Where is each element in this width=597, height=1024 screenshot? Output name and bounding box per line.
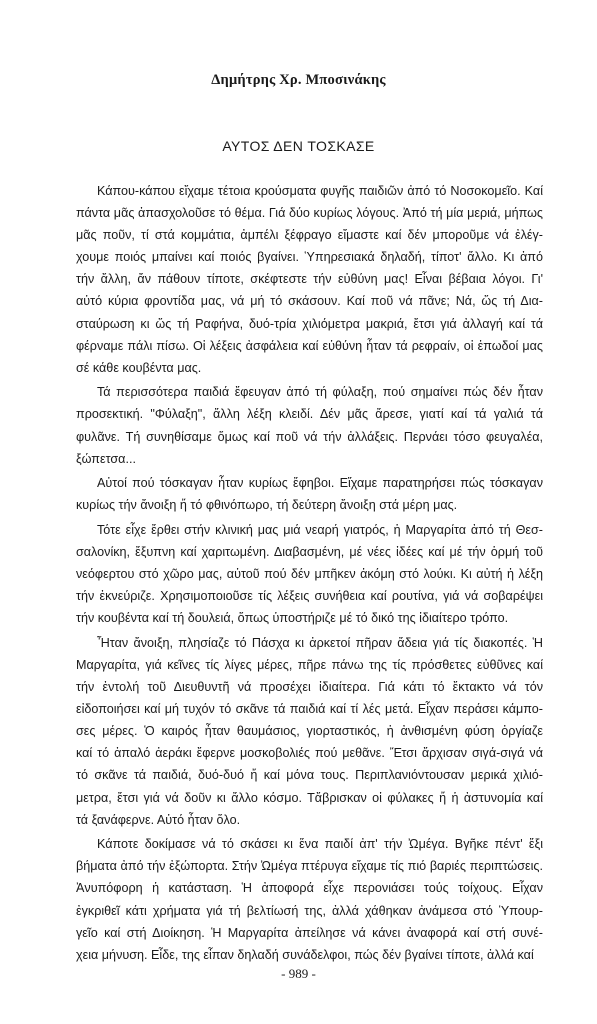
text-line: φέρναμε πάλι πίσω. Οἱ λέξεις ἀσφάλεια καί εὐθύνη ἦταν τά ρεφραίν, οἱ ἐπωδοί μας [76, 338, 543, 353]
paragraph [76, 381, 543, 469]
body-text [76, 180, 543, 968]
text-line: Ἀνυπόφορη ἡ κατάσταση. Ἡ ἀποφορά εἶχε περονιάσει τούς τοίχους. Εἶχαν [76, 881, 543, 896]
text-line: Κάποτε δοκίμασε νά τό σκάσει κι ἕνα παιδί ἀπ' τήν Ὠμέγα. Βγῆκε πέντ' ἔξι [97, 837, 543, 852]
text-line: προσεκτική. "Φύλαξη", ἄλλη λέξη κλειδί. Δέν μᾶς ἄρεσε, γιατί καί τά γαλιά τά [76, 407, 543, 422]
paragraph [76, 632, 543, 831]
text-line: Ἦταν ἄνοιξη, πλησίαζε τό Πάσχα κι ἀρκετοί πῆραν ἄδεια γιά τίς διακοπές. Ἡ [97, 635, 543, 650]
text-line: νεόφερτου στό χῶρο μας, αὐτοῦ πού δέν μπῆκεν ἀκόμη στό λούκι. Κι αὐτή ἡ λέξη [76, 567, 543, 582]
text-line: αὐτό κύρια φροντίδα μας, νά μή τό σκάσουν. Καί ποῦ νά πᾶνε; Νά, ὥς τή Δια- [76, 294, 543, 309]
text-line: τήν κουβέντα καί τή δουλειά, ὅπως ὑποστήριζε μέ τό δικό της ἰδιαίτερο τρόπο. [76, 611, 509, 626]
text-line: τήν ἐντολή τοῦ Διευθυντῆ νά προσέχει ἰδιαίτερα. Γιά κάτι τό ἔκτακτο νά τόν [76, 680, 543, 695]
text-line: σαλονίκη, ἔξυπνη καί χαριτωμένη. Διαβασμένη, μέ νέες ἰδέες καί μέ τήν ὁρμή τοῦ [76, 545, 543, 559]
paragraph [76, 180, 543, 379]
text-line: τά ξανάφερνε. Αὐτό ἦταν ὅλο. [76, 812, 241, 827]
text-line: χουμε ποιός μπαίνει καί ποιός βγαίνει. Ὑπηρεσιακά δηλαδή, τίποτ' ἄλλο. Κι ἀπό [76, 250, 543, 265]
text-line: βήματα ἀπό τήν ἐξώπορτα. Στήν Ὠμέγα πτέρυγα εἴχαμε τίς πιό βαριές περιπτώσεις. [76, 859, 543, 874]
text-line: εἰδοποιήσει καί μή τυχόν τό σκᾶνε τά παιδιά καί τί λές μετά. Εἶχαν περάσει κάμπο- [76, 702, 543, 717]
text-line: Τά περισσότερα παιδιά ἔφευγαν ἀπό τή φύλαξη, πού σημαίνει πώς δέν ἦταν [97, 385, 543, 400]
text-line: πάντα μᾶς ἀπασχολοῦσε τό θέμα. Γιά δύο κυρίως λόγους. Ἀπό τή μία μεριά, μήπως [76, 206, 543, 221]
text-line: σες μέρες. Ὁ καιρός ἦταν θαυμάσιος, γιορταστικός, ἡ ἀνθισμένη φύση ὀργίαζε [76, 724, 543, 739]
text-line: Κάπου-κάπου εἴχαμε τέτοια κρούσματα φυγῆς παιδιῶν ἀπό τό Νοσοκομεῖο. Καί [97, 184, 543, 198]
text-line: γεῖο καί στή Διοίκηση. Ἡ Μαργαρίτα ἀπείλησε νά κάνει ἀναφορά καί στή συνέ- [76, 925, 543, 940]
text-line: Μαργαρίτα, γιά κεῖνες τίς λίγες μέρες, πῆρε πάνω της τίς πρόσθετες εὐθῦνες καί [76, 657, 543, 672]
text-line: ἐγκριθεῖ κάτι χρήματα γιά τή βελτίωσή της, ἀλλά χάθηκαν ἀνάμεσα στό Ὑπουρ- [76, 903, 543, 918]
chapter-title: ΑΥΤΟΣ ΔΕΝ ΤΟΣΚΑΣΕ [222, 138, 375, 154]
page-number: - 989 - [281, 966, 316, 981]
paragraph [76, 833, 543, 966]
text-line: τό σκᾶνε τά παιδιά, δυό-δυό ἤ καί μόνα τους. Περιπλανιόντουσαν μερικά χιλιό- [76, 768, 543, 783]
text-line: σταύρωση κι ὥς τή Ραφήνα, δυό-τρία χιλιόμετρα μακριά, ἔτσι γιά ἀλλαγή καί τά [76, 316, 543, 331]
paragraph [76, 472, 543, 516]
text-line: φυλᾶνε. Τή συνηθίσαμε ὅμως καί ποῦ νά τήν ἀλλάξεις. Περνάει τόσο φευγαλέα, [76, 429, 543, 444]
text-line: τήν ἄλλη, ἄν πάθουν τίποτε, σκέφτεστε τήν εὐθύνη μας! Εἶναι βέβαια λόγοι. Γι' [76, 272, 543, 287]
paragraph [76, 519, 543, 629]
text-line: σέ κάθε κουβέντα μας. [76, 360, 202, 375]
text-line: ξώπετσα... [76, 451, 136, 466]
text-line: καί τό ἁπαλό ἀεράκι ἔφερνε μοσκοβολιές πού μεθᾶνε. Ἔτσι ἄρχισαν σιγά-σιγά νά [76, 746, 543, 761]
text-line: κυρίως τήν ἄνοιξη ἤ τό φθινόπωρο, τή δεύτερη ἄνοιξη στά μέρη μας. [76, 498, 458, 513]
text-line: μετρα, ἔτσι γιά νά δοῦν κι ἄλλο κόσμο. Τἄβρισκαν οἱ φύλακες ἤ ἡ ἀστυνομία καί [76, 790, 543, 805]
text-line: Αὐτοί πού τόσκαγαν ἦταν κυρίως ἔφηβοι. Εἴχαμε παρατηρήσει πώς τόσκαγαν [97, 476, 543, 491]
author-name: Δημήτρης Χρ. Μποσινάκης [211, 72, 386, 88]
text-line: μᾶς ποῦν, τί στά κομμάτια, ἀμπέλι ξέφραγο εἴμαστε καί δέν μποροῦμε νά ἐλέγ- [76, 228, 543, 243]
text-line: τήν ἐκνεύριζε. Χρησιμοποιοῦσε τίς λέξεις συνήθεια καί ρουτίνα, γιά νά σοβαρέψει [76, 589, 543, 604]
text-line: Τότε εἶχε ἔρθει στήν κλινική μας μιά νεαρή γιατρός, ἡ Μαργαρίτα ἀπό τή Θεσ- [97, 522, 543, 537]
text-line: χεια μήνυση. Εἶδε, της εἶπαν δηλαδή συνάδελφοι, πώς δέν βγαίνει τίποτε, ἀλλά καί [76, 947, 534, 962]
